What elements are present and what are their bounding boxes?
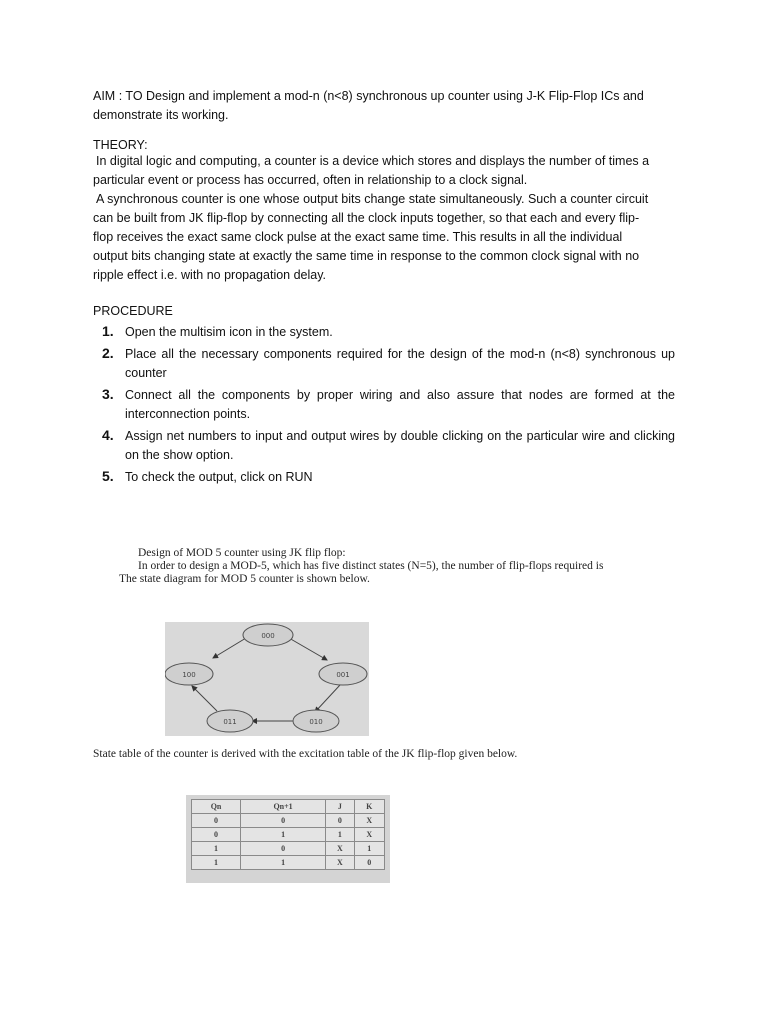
step-text: Connect all the components by proper wiring and also assure that nodes are formed at the interconnection points.: [125, 388, 675, 421]
state-label: 100: [182, 671, 196, 679]
step-number: 1.: [102, 323, 114, 339]
theory-paragraph-2: A synchronous counter is one whose output bits change state simultaneously. Such a counter circuit can be built from JK flip-flop by connecting all the clock inputs together, so that each and every flip-flop receives the exact same clock pulse at the exact same time. This results in all the individual output bits changing state at exactly the same time in response to the common clock signal with no ripple effect i.e. with no propagation delay.: [93, 192, 649, 282]
transition-100-000: [213, 638, 246, 658]
table-cell: 1: [241, 856, 326, 870]
state-label: 001: [336, 671, 350, 679]
table-cell: X: [326, 842, 355, 856]
procedure-list: [93, 323, 675, 490]
transition-001-010: [315, 685, 340, 712]
column-header: Qn: [192, 800, 241, 814]
column-header: Qn+1: [241, 800, 326, 814]
table-row: [192, 828, 385, 842]
state-table-caption: State table of the counter is derived with the excitation table of the JK flip-flop given below.: [93, 748, 518, 760]
state-node-001: [319, 663, 367, 685]
table-cell: 0: [192, 828, 241, 842]
aim-text: AIM : TO Design and implement a mod-n (n<8) synchronous up counter using J-K Flip-Flop ICs and demonstrate its working.: [93, 89, 644, 122]
transition-000-001: [289, 638, 327, 660]
step-number: 2.: [102, 345, 114, 361]
table-cell: 1: [326, 828, 355, 842]
table-cell: 0: [354, 856, 384, 870]
state-node-000: [243, 624, 293, 646]
design-line-1: In order to design a MOD-5, which has five distinct states (N=5), the number of flip-flops required is: [138, 560, 604, 572]
procedure-step: [93, 468, 675, 487]
table-row: [192, 842, 385, 856]
procedure-step: [93, 323, 675, 342]
column-header: K: [354, 800, 384, 814]
table-row: [192, 814, 385, 828]
step-text: Open the multisim icon in the system.: [125, 325, 333, 339]
step-number: 4.: [102, 427, 114, 443]
table-cell: 1: [354, 842, 384, 856]
table-cell: 0: [192, 814, 241, 828]
table-cell: 0: [241, 842, 326, 856]
state-node-011: [207, 710, 253, 732]
step-number: 3.: [102, 386, 114, 402]
column-header: J: [326, 800, 355, 814]
design-section: [119, 547, 639, 586]
state-label: 011: [223, 718, 237, 726]
theory-heading: THEORY:: [93, 138, 148, 152]
state-label: 010: [309, 718, 323, 726]
excitation-table: [191, 799, 385, 870]
state-diagram-figure: [165, 622, 369, 736]
state-node-010: [293, 710, 339, 732]
state-diagram: [165, 622, 369, 736]
excitation-table-figure: [186, 795, 390, 883]
table-cell: 0: [326, 814, 355, 828]
design-line-2: The state diagram for MOD 5 counter is shown below.: [119, 573, 370, 585]
theory-paragraph-1: In digital logic and computing, a counter is a device which stores and displays the number of times a particular event or process has occurred, often in relationship to a clock signal.: [93, 154, 650, 187]
table-cell: 0: [241, 814, 326, 828]
procedure-step: [93, 386, 675, 424]
table-cell: 1: [192, 842, 241, 856]
procedure-step: [93, 427, 675, 465]
table-row: [192, 856, 385, 870]
step-text: Place all the necessary components required for the design of the mod-n (n<8) synchronous up counter: [125, 347, 675, 380]
state-node-100: [165, 663, 213, 685]
step-number: 5.: [102, 468, 114, 484]
table-header-row: [192, 800, 385, 814]
procedure-heading: PROCEDURE: [93, 304, 173, 318]
transition-011-100: [192, 686, 217, 711]
design-title: Design of MOD 5 counter using JK flip flop:: [138, 547, 346, 559]
table-cell: 1: [241, 828, 326, 842]
theory-body: [93, 152, 653, 285]
step-text: To check the output, click on RUN: [125, 470, 313, 484]
table-cell: 1: [192, 856, 241, 870]
state-label: 000: [261, 632, 275, 640]
procedure-step: [93, 345, 675, 383]
table-cell: X: [354, 814, 384, 828]
table-cell: X: [354, 828, 384, 842]
table-cell: X: [326, 856, 355, 870]
step-text: Assign net numbers to input and output wires by double clicking on the particular wire and clicking on the show option.: [125, 429, 675, 462]
